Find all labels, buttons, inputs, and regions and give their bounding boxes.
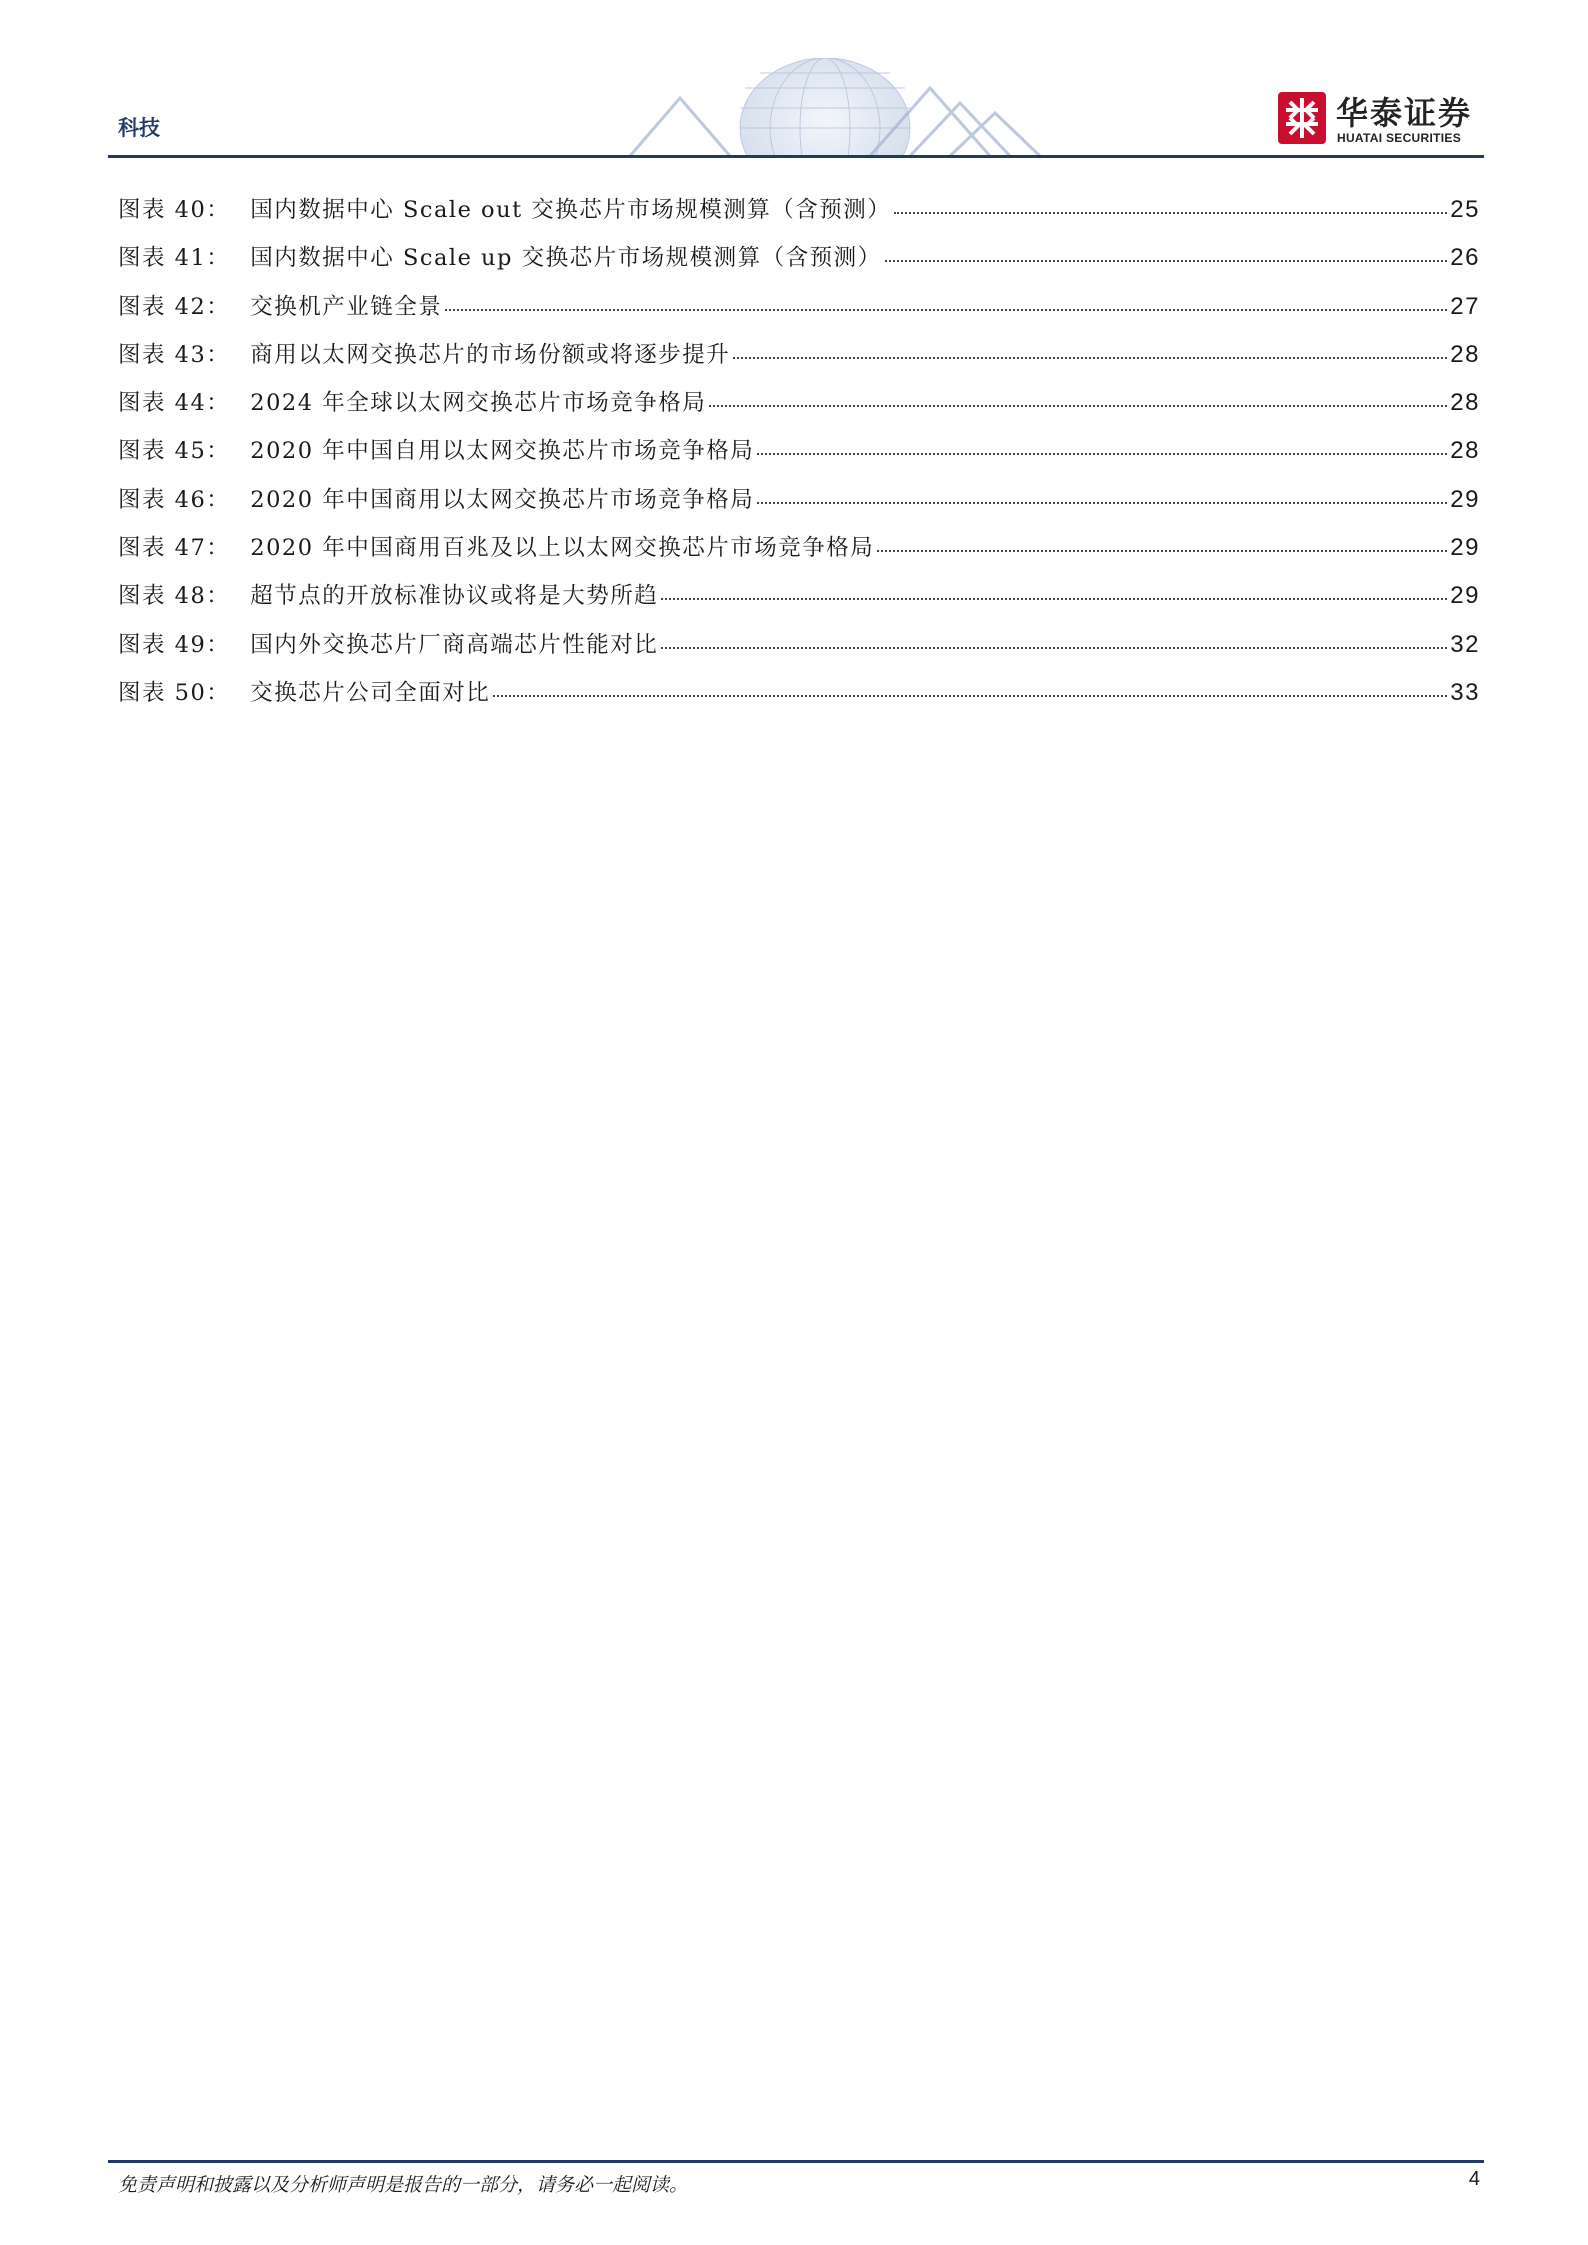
header-globe-graphic <box>610 58 1050 158</box>
toc-entry-page: 28 <box>1450 389 1480 417</box>
toc-entry-page: 27 <box>1450 292 1480 320</box>
toc-entry-title: 国内数据中心 Scale up 交换芯片市场规模测算（含预测） <box>250 245 882 272</box>
toc-dot-leader <box>757 452 1447 455</box>
toc-entry-label: 图表 42： <box>118 293 231 320</box>
toc-entry-title: 2020 年中国商用百兆及以上以太网交换芯片市场竞争格局 <box>250 535 875 562</box>
toc-entry[interactable] <box>118 385 1480 433</box>
toc-entry-page: 33 <box>1450 678 1480 706</box>
toc-entry-label: 图表 49： <box>118 631 231 658</box>
toc-entry-title: 商用以太网交换芯片的市场份额或将逐步提升 <box>250 341 731 368</box>
toc-entry[interactable] <box>118 192 1480 240</box>
footer-disclaimer: 免责声明和披露以及分析师声明是报告的一部分，请务必一起阅读。 <box>118 2174 689 2196</box>
header-divider <box>108 155 1484 158</box>
toc-entry[interactable] <box>118 578 1480 626</box>
toc-entry-title: 2024 年全球以太网交换芯片市场竞争格局 <box>250 390 707 417</box>
toc-entry[interactable] <box>118 627 1480 675</box>
logo-english-name: HUATAI SECURITIES <box>1337 131 1461 145</box>
toc-entry[interactable] <box>118 675 1480 723</box>
toc-entry-label: 图表 47： <box>118 535 231 562</box>
toc-entry-page: 26 <box>1450 244 1480 272</box>
toc-entry-page: 29 <box>1450 534 1480 562</box>
toc-dot-leader <box>877 549 1447 552</box>
toc-entry-title: 国内外交换芯片厂商高端芯片性能对比 <box>250 631 659 658</box>
toc-entry-label: 图表 41： <box>118 245 231 272</box>
toc-entry-label: 图表 40： <box>118 197 231 223</box>
toc-dot-leader <box>493 694 1447 697</box>
toc-entry[interactable] <box>118 289 1480 337</box>
toc-dot-leader <box>445 308 1447 311</box>
toc-entry[interactable] <box>118 240 1480 288</box>
toc-dot-leader <box>709 404 1447 407</box>
toc-entry-title: 超节点的开放标准协议或将是大势所趋 <box>250 583 659 610</box>
toc-entry[interactable] <box>118 433 1480 481</box>
huatai-logo-mark-icon <box>1278 92 1326 144</box>
toc-entry[interactable] <box>118 337 1480 385</box>
footer-divider <box>108 2160 1484 2163</box>
toc-entry[interactable] <box>118 482 1480 530</box>
toc-dot-leader <box>733 356 1447 359</box>
huatai-logo <box>1278 88 1483 148</box>
header-section-label: 科技 <box>118 116 160 140</box>
toc-dot-leader <box>757 501 1447 504</box>
toc-entry-page: 25 <box>1450 196 1480 223</box>
toc-dot-leader <box>661 597 1447 600</box>
toc-entry-label: 图表 43： <box>118 341 231 368</box>
toc-entry-page: 28 <box>1450 437 1480 465</box>
footer-page-number: 4 <box>1468 2168 1480 2190</box>
toc-entry-label: 图表 45： <box>118 438 231 465</box>
toc-entry-label: 图表 46： <box>118 486 231 513</box>
toc-dot-leader <box>894 211 1447 214</box>
toc-entry-title: 交换机产业链全景 <box>250 293 443 320</box>
toc-entry-title: 2020 年中国自用以太网交换芯片市场竞争格局 <box>250 438 755 465</box>
toc-entry-page: 32 <box>1450 630 1480 658</box>
toc-entry-label: 图表 50： <box>118 679 231 706</box>
logo-chinese-name: 华泰证券 <box>1336 94 1473 132</box>
toc-entry-page: 28 <box>1450 340 1480 368</box>
toc-entry-label: 图表 44： <box>118 390 231 417</box>
toc-entry[interactable] <box>118 530 1480 578</box>
toc-entry-label: 图表 48： <box>118 583 231 610</box>
figure-list <box>118 192 1480 723</box>
toc-entry-title: 2020 年中国商用以太网交换芯片市场竞争格局 <box>250 486 755 513</box>
toc-entry-page: 29 <box>1450 485 1480 513</box>
toc-entry-page: 29 <box>1450 582 1480 610</box>
toc-dot-leader <box>661 646 1447 649</box>
toc-entry-title: 交换芯片公司全面对比 <box>250 679 491 706</box>
toc-dot-leader <box>885 259 1448 262</box>
toc-entry-title: 国内数据中心 Scale out 交换芯片市场规模测算（含预测） <box>250 197 892 223</box>
